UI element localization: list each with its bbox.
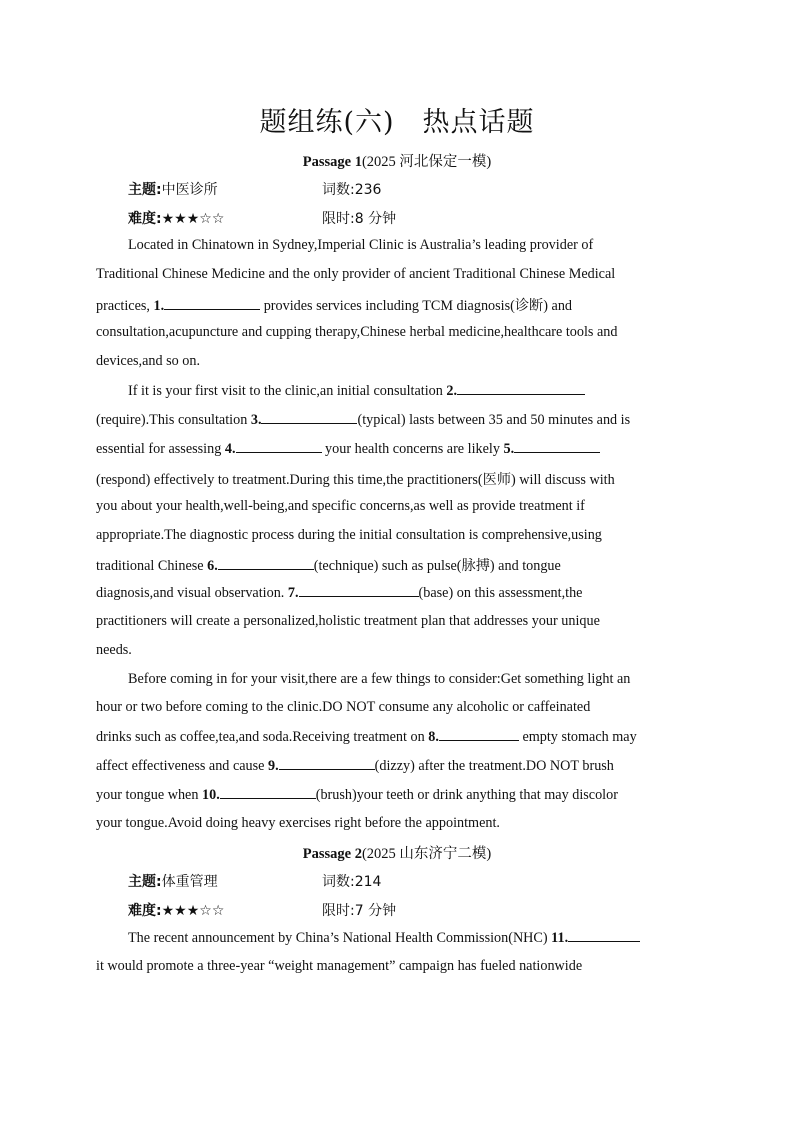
answer-blank-6[interactable] xyxy=(218,557,314,570)
answer-blank-11[interactable] xyxy=(568,929,640,942)
blank-number: 11. xyxy=(551,930,569,946)
blank-number: 9. xyxy=(268,758,279,774)
text-line: practitioners will create a personalized,holistic treatment plan that addresses your unique xyxy=(96,613,600,629)
passage-2-difficulty: 难度:★★★☆☆ xyxy=(128,903,225,919)
blank-number: 6. xyxy=(207,558,218,574)
passage-2-heading xyxy=(0,842,794,863)
text-line: traditional Chinese 6. (technique) such as pulse(脉搏) and tongue xyxy=(96,558,561,574)
answer-blank-5[interactable] xyxy=(514,440,600,453)
blank-number: 2. xyxy=(446,383,458,399)
blank-number: 3. xyxy=(250,412,262,428)
text-line: practices, 1. provides services including TCM diagnosis(诊断) and xyxy=(96,298,573,314)
text-line: (respond) effectively to treatment.During this time,the practitioners(医师) will discuss with xyxy=(96,472,615,488)
passage-1-time-limit: 限时:8 分钟 xyxy=(322,211,397,227)
text-line: drinks such as coffee,tea,and soda.Receiving treatment on 8. empty stomach may xyxy=(96,729,637,745)
answer-blank-7[interactable] xyxy=(299,584,419,597)
blank-number: 1. xyxy=(153,298,165,314)
blank-number: 4. xyxy=(224,441,236,457)
answer-blank-1[interactable] xyxy=(164,297,260,310)
passage-1-heading xyxy=(0,150,794,171)
answer-blank-9[interactable] xyxy=(279,757,375,770)
text-line: Before coming in for your visit,there are a few things to consider:Get something light an xyxy=(128,671,631,687)
text-line: Located in Chinatown in Sydney,Imperial Clinic is Australia’s leading provider of xyxy=(128,237,594,253)
blank-number: 7. xyxy=(287,585,299,601)
text-line: If it is your first visit to the clinic,an initial consultation 2. xyxy=(128,382,585,400)
passage-2-source: (2025 山东济宁二模) xyxy=(361,846,492,862)
text-line: needs. xyxy=(96,642,132,658)
page-title: 题组练(六) 热点话题 xyxy=(259,107,535,138)
passage-1-word-count: 词数:236 xyxy=(322,182,382,198)
text-line: Traditional Chinese Medicine and the only provider of ancient Traditional Chinese Medical xyxy=(96,266,616,282)
passage-2-time-limit: 限时:7 分钟 xyxy=(322,903,397,919)
answer-blank-8[interactable] xyxy=(439,728,519,741)
passage-2-label: Passage 2 xyxy=(302,846,362,862)
text-line: essential for assessing 4. your health concerns are likely 5. xyxy=(96,440,600,458)
text-line: The recent announcement by China’s National Health Commission(NHC) 11. xyxy=(128,929,640,947)
answer-blank-4[interactable] xyxy=(236,440,322,453)
blank-number: 8. xyxy=(428,729,439,745)
passage-1-topic: 主题:中医诊所 xyxy=(128,182,218,198)
text-line: hour or two before coming to the clinic.DO NOT consume any alcoholic or caffeinated xyxy=(96,699,591,715)
passage-1-source: (2025 河北保定一模) xyxy=(361,154,492,170)
answer-blank-10[interactable] xyxy=(220,786,316,799)
text-line: your tongue.Avoid doing heavy exercises right before the appointment. xyxy=(96,815,500,831)
text-line: you about your health,well-being,and specific concerns,as well as provide treatment if xyxy=(96,498,585,514)
blank-number: 5. xyxy=(503,441,515,457)
passage-1-label: Passage 1 xyxy=(302,154,362,170)
text-line: affect effectiveness and cause 9. (dizzy) after the treatment.DO NOT brush xyxy=(96,758,614,774)
blank-number: 10. xyxy=(202,787,220,803)
text-line: your tongue when 10. (brush)your teeth or drink anything that may discolor xyxy=(96,787,618,803)
answer-blank-3[interactable] xyxy=(261,411,357,424)
text-line: diagnosis,and visual observation. 7. (base) on this assessment,the xyxy=(96,585,583,601)
text-line: it would promote a three-year “weight management” campaign has fueled nationwide xyxy=(96,958,583,974)
text-line: (require).This consultation 3. (typical) lasts between 35 and 50 minutes and is xyxy=(96,412,631,428)
passage-2-word-count: 词数:214 xyxy=(322,874,382,890)
text-line: consultation,acupuncture and cupping therapy,Chinese herbal medicine,healthcare tools and xyxy=(96,324,618,340)
passage-1-difficulty: 难度:★★★☆☆ xyxy=(128,211,225,227)
text-line: devices,and so on. xyxy=(96,353,201,369)
text-line: appropriate.The diagnostic process during the initial consultation is comprehensive,using xyxy=(96,527,602,543)
passage-2-topic: 主题:体重管理 xyxy=(128,874,218,890)
answer-blank-2[interactable] xyxy=(457,382,585,395)
